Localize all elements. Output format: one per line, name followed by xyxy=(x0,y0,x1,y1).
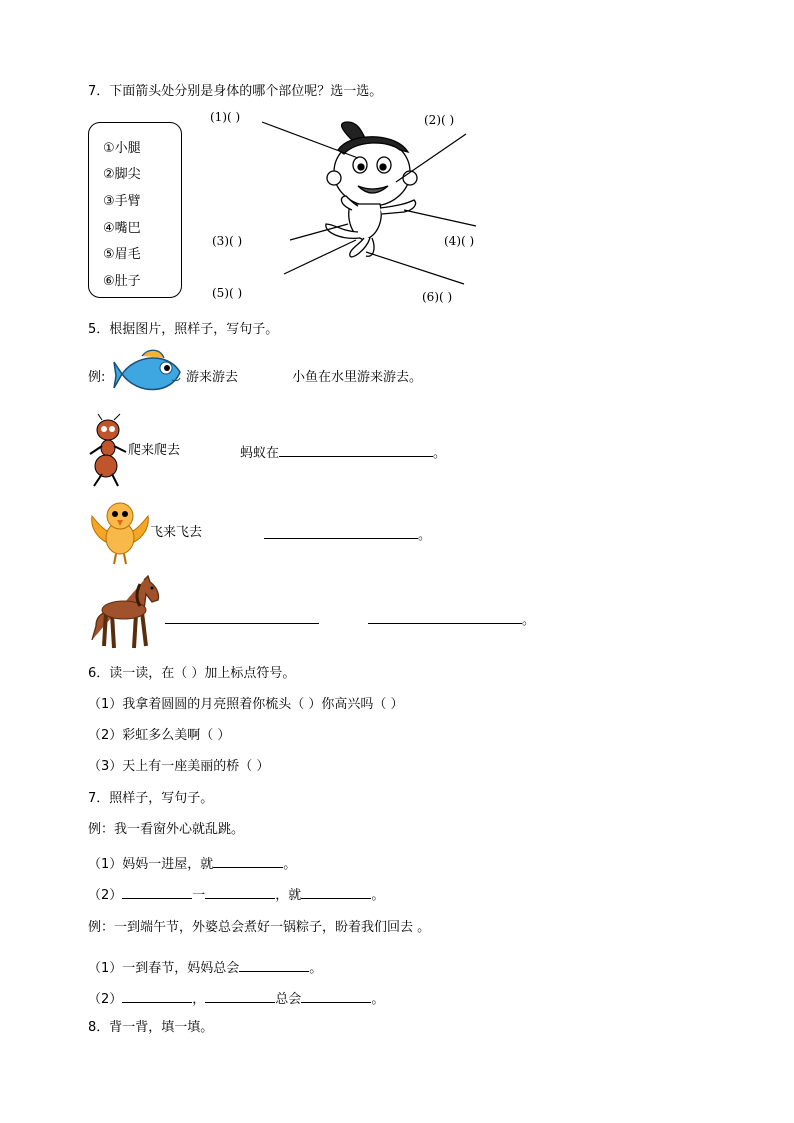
q7b-item-2-text: （2） xyxy=(88,888,123,903)
arrow-label-4[interactable]: (4)( ) xyxy=(444,234,475,248)
bird-image xyxy=(88,498,152,566)
example-label: 例: xyxy=(88,370,106,385)
q7b-item-4-blank-1[interactable] xyxy=(122,989,192,1003)
ant-image xyxy=(88,414,130,488)
option-3: ③手臂 xyxy=(103,194,141,209)
q7b-item-3[interactable] xyxy=(88,958,322,977)
q6-item-2[interactable]: （2）彩虹多么美啊（ ） xyxy=(88,728,231,743)
horse-blank-2[interactable] xyxy=(368,610,522,624)
q7a-title: 7．下面箭头处分别是身体的哪个部位呢？选一选。 xyxy=(88,84,383,99)
q6-item-3[interactable]: （3）天上有一座美丽的桥（ ） xyxy=(88,759,270,774)
q6-title: 6．读一读，在（ ）加上标点符号。 xyxy=(88,666,296,681)
q7b-item-4-period: 。 xyxy=(371,992,385,1007)
q7b-item-1-period: 。 xyxy=(283,857,297,872)
q7b-item-2-jiu: ，就 xyxy=(275,888,302,903)
q7b-item-4-blank-3[interactable] xyxy=(301,989,371,1003)
ant-blank[interactable] xyxy=(279,443,433,457)
arrow-label-2[interactable]: (2)( ) xyxy=(424,113,455,127)
q7b-item-4-comma: ， xyxy=(192,992,206,1007)
q7b-item-2[interactable] xyxy=(88,885,384,904)
bird-phrase: 飞来飞去 xyxy=(150,525,203,540)
horse-period: 。 xyxy=(522,613,536,628)
ant-phrase: 爬来爬去 xyxy=(128,443,181,458)
q7b-item-4-zonghui: 总会 xyxy=(275,992,302,1007)
option-6: ⑥肚子 xyxy=(103,274,141,289)
option-1: ①小腿 xyxy=(103,141,141,156)
q7b-item-1-text: （1）妈妈一进屋，就 xyxy=(88,857,214,872)
arrow-label-3[interactable]: (3)( ) xyxy=(212,234,243,248)
horse-blank-1[interactable] xyxy=(165,610,319,624)
option-5: ⑤眉毛 xyxy=(103,247,141,262)
q7b-item-2-period: 。 xyxy=(371,888,385,903)
q7b-item-2-yi: 一 xyxy=(192,888,206,903)
cartoon-boy-illustration xyxy=(0,0,794,320)
arrow-label-6[interactable]: (6)( ) xyxy=(422,290,453,304)
q7b-item-2-blank-3[interactable] xyxy=(301,885,371,899)
horse-sentence[interactable] xyxy=(165,610,319,629)
ant-prefix: 蚂蚁在 xyxy=(240,446,280,461)
q7b-item-4[interactable] xyxy=(88,989,384,1008)
q7b-item-1[interactable] xyxy=(88,854,296,873)
q7b-item-2-blank-2[interactable] xyxy=(205,885,275,899)
bird-blank[interactable] xyxy=(264,525,418,539)
q7b-item-2-blank-1[interactable] xyxy=(122,885,192,899)
q6-item-1[interactable]: （1）我拿着圆圆的月亮照着你梳头（ ）你高兴吗（ ） xyxy=(88,697,404,712)
option-4: ④嘴巴 xyxy=(103,221,141,236)
arrow-label-5[interactable]: (5)( ) xyxy=(212,286,243,300)
q7b-item-4-blank-2[interactable] xyxy=(205,989,275,1003)
q7b-item-3-text: （1）一到春节，妈妈总会 xyxy=(88,961,240,976)
example-sentence: 小鱼在水里游来游去。 xyxy=(292,370,423,385)
q7b-item-3-blank[interactable] xyxy=(239,958,309,972)
bird-period: 。 xyxy=(418,528,432,543)
q7b-example-1: 例：我一看窗外心就乱跳。 xyxy=(88,822,245,837)
horse-sentence-2[interactable] xyxy=(368,610,535,629)
q7b-item-4-text: （2） xyxy=(88,992,123,1007)
q8-title: 8．背一背，填一填。 xyxy=(88,1020,214,1035)
horse-image xyxy=(90,576,162,650)
ant-sentence[interactable] xyxy=(240,443,446,462)
q7b-title: 7．照样子，写句子。 xyxy=(88,791,214,806)
option-2: ②脚尖 xyxy=(103,167,141,182)
ant-period: 。 xyxy=(433,446,447,461)
arrow-label-1[interactable]: (1)( ) xyxy=(210,110,241,124)
q5-title: 5．根据图片，照样子，写句子。 xyxy=(88,322,279,337)
q7b-item-3-period: 。 xyxy=(309,961,323,976)
bird-sentence[interactable] xyxy=(264,525,431,544)
q7b-example-2: 例：一到端午节，外婆总会煮好一锅粽子，盼着我们回去 。 xyxy=(88,920,431,935)
example-phrase: 游来游去 xyxy=(186,370,239,385)
fish-image xyxy=(112,350,188,400)
q7b-item-1-blank[interactable] xyxy=(213,854,283,868)
